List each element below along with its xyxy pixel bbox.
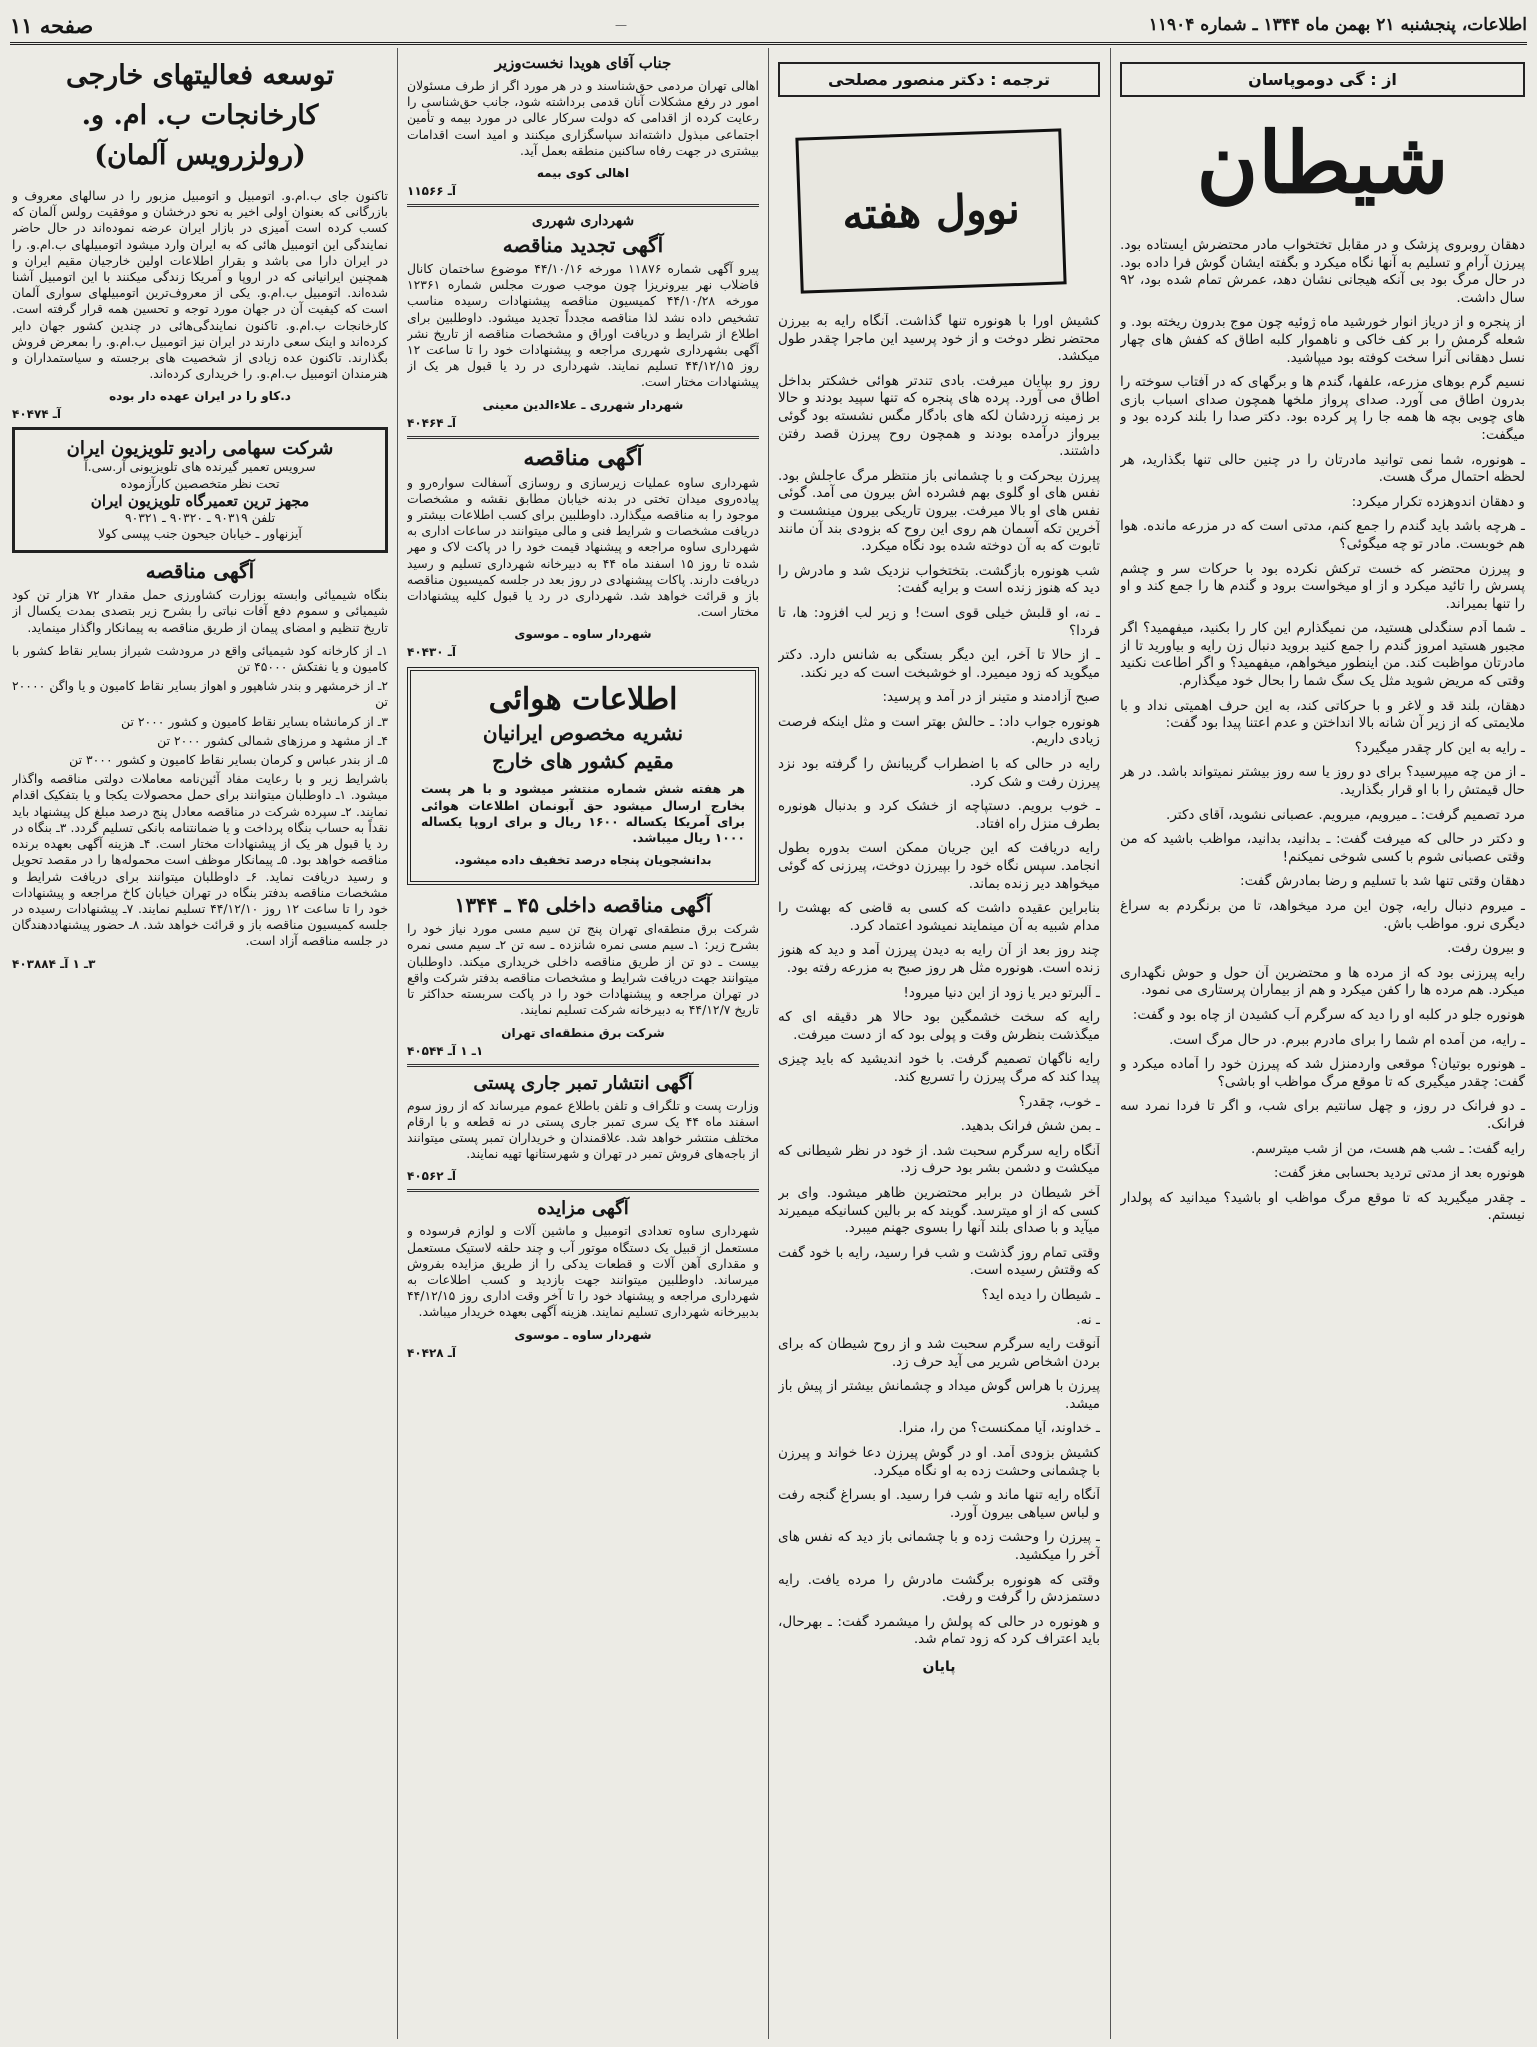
story-paragraph: از پنجره و از دریاز انوار خورشید ماه ژوئیه چون موج بدرون ریخته بود. و شعله گرمش را بر کف خاکی و ناهموار کلبه اطاق که کفش های چهار نسل دهقانی آنرا سخت کوفته بود میپاشید.	[1120, 314, 1525, 366]
story-paragraph: ـ از حالا تا آخر، این دیگر بستگی به شانس دارد. دکتر میگوید که زود میمیرد. او خوشبخت است که دیر نکند.	[778, 647, 1100, 681]
story-paragraph: چند روز بعد از آن رایه به دیدن پیرزن آمد و دید که هنوز زنده است. هونوره مثل هر روز صبح به مزرعه رفته بود.	[778, 942, 1100, 976]
bmw-title-line3: (رولزرویس آلمان)	[94, 140, 306, 171]
municipal-org: شهرداری شهرری	[531, 213, 635, 230]
story-author: از : گی دوموپاسان	[1120, 62, 1525, 97]
story-body-b	[778, 313, 1100, 1649]
road-ref: آـ ۴۰۴۳۰	[407, 645, 457, 660]
story-paragraph: ـ هرچه باشد باید گندم را جمع کنم، مدتی است که در مزرعه مانده. هوا هم خوبست. مادر تو چه میگوئی؟	[1120, 518, 1525, 552]
transport-ad-text: بنگاه شیمیائی وابسته بوزارت کشاورزی حمل مقدار ۷۲ هزار تن کود شیمیائی و سموم دفع آفات نباتی را بشرح زیر بتصدی بمدت یکسال از تاریخ تنظیم و امضای پیمان از طریق مناقصه به پیمانکار واگذار مینماید.	[12, 587, 388, 635]
domestic-signature: شرکت برق منطقه‌ای تهران	[501, 1025, 665, 1040]
story-paragraph: پیرزن بیحرکت و با چشمانی باز منتظر مرگ عاجلش بود. نفس های او گلوی بهم فشرده اش بیرون می آمد. گوئی نفس های او بالا میرفت. بیرون تاریکی بیرون مینشست و آخرین تکه آسمان هم روی این روح که بزودی بند آن مانند تابوت که به آن دوخته شده بود نگاه میکرد.	[778, 467, 1100, 555]
radio-ad	[12, 427, 388, 553]
praise-text: اهالی تهران مردمی حق‌شناسند و در هر مورد اگر از طرف مسئولان امور در رفع مشکلات آنان قدمی برداشته شود، جانب حق‌شناسی را رعایت کرده از اقدامی که دولت سرکار عالی در مورد بیمه و تأمین اجتماعی مبذول داشته‌اند سپاسگزاری میکنند و امید است اقدامات بیشتری در جهت رفاه ساکنین منطقه بعمل آید.	[407, 78, 759, 158]
column-rule	[1110, 48, 1111, 2039]
header-divider: —	[614, 18, 627, 32]
transport-ad	[12, 559, 388, 970]
series-label: نوول هفته	[841, 183, 1021, 239]
story-paragraph: آنگاه رایه سرگرم سحبت شد. از خود در نظر شیطانی که میکشت و دشمن بشر بود حرف زد.	[778, 1142, 1100, 1177]
bmw-text: تاکنون جای ب.ام.و. اتومبیل و اتومبیل مزبور را در سالهای معروف و بازرگانی که بعنوان اولی اخیر به نحو درخشان و موفقیت رولس آلمان که کسب کرده است آمیزی در بازار ایران عرضه نموده‌اند در حال حاضر نمایندگی این اتومبیل هائی که به ایران وارد میشود اتومبیلهای ب.ام.و. را در ایران دارا می باشد و بقرار اطلاعات اولین خارجیان مقیم ایران و همچنین ایرانیانی که در اروپا و آمریکا زندگی میکنند با این اتومبیل آشنا شده‌اند. اتومبیل ب.ام.و. یکی از معروف‌ترین اتومبیلهای سواری آلمان است که کیفیت آن در جهان مورد توجه و تحسین همه قرار گرفته است. کارخانجات ب.ام.و. تاکنون نمایندگی‌هائی در چندین کشور جهان دایر کرده‌اند و اینک سعی دارند در ایران نیز اتومبیل ب.ام.و. را بمعرض فروش بگذارند. تاکنون عده زیادی از شخصیت های برجسته و سیاستمداران و هنرمندان اتومبیل ب.ام.و. را خریداری کرده‌اند.	[12, 188, 388, 382]
road-ad	[407, 445, 759, 660]
transport-item: ۳ـ از کرمانشاه بسایر نقاط کامیون و کشور ۲۰۰۰ تن	[121, 713, 388, 729]
story-paragraph: بنابراین عقیده داشت که کسی به قاضی که بهشت را مدام شبیه به آن مینمایند نمیشود اعتماد کرد.	[778, 900, 1100, 934]
story-paragraph: رایه پیرزنی بود که از مرده ها و محتضرین آن حول و حوش نگهداری میکرد. هم مرده ها را کفن میکرد و هم از بیماران پرستاری می نمود.	[1120, 964, 1525, 999]
story-paragraph: ـ هونوره، شما نمی توانید مادرتان را در چنین حالی تنها بگذارید، هر لحظه احتمال مرگ هست.	[1120, 451, 1525, 486]
road-ad-title: آگهی مناقصه	[523, 444, 643, 471]
story-paragraph: و هونوره در حالی که پولش را میشمرد گفت: ـ بهرحال، باید اعتراف کرد که زود تمام شد.	[778, 1613, 1100, 1648]
divider	[407, 204, 759, 207]
story-paragraph: ـ خوب، چقدر؟	[1018, 1093, 1100, 1110]
story-column-b	[778, 48, 1100, 2039]
story-paragraph: شب هونوره بازگشت. بتختخواب نزدیک شد و مادرش را دید که هنوز زنده است و برایه گفت:	[778, 562, 1100, 597]
story-paragraph: ـ خوب برویم. دستپاچه از خشک کرد و بدنبال هونوره بطرف منزل راه افتاد.	[778, 798, 1100, 832]
radio-company: شرکت سهامی رادیو تلویزیون ایران	[66, 438, 334, 460]
story-paragraph: ـ پیرزن را وحشت زده و با چشمانی باز دید که نفس های آخر را میکشید.	[778, 1529, 1100, 1564]
story-paragraph: روز رو بپایان میرفت. بادی تندتر هوائی خشکتر بداخل اطاق می آورد. پرده های پنجره که تنها سپید بودند و حالا بر زمینه زردشان لکه های بادگار مگس نشسته بود گوئی بیرواز درآمده بودند و همچون روح پیرزن قصد رفتن داشتند.	[778, 372, 1100, 460]
transport-ad-text2: باشرایط زیر و با رعایت مفاد آئین‌نامه معاملات دولتی مناقصه واگذار میشود. ۱ـ داوطلبان میتوانند برای حمل محصولات یکجا و یا بتفکیک اقدام نمایند. ۲ـ سپرده شرکت در مناقصه معادل پنج درصد مبلغ کل پیشنهاد باید نقداً به حساب بنگاه پرداخت و یا ضمانتنامه بانکی تسلیم گردد. ۳ـ بنگاه در رد یا قبول هر یک از پیشنهادات مختار است. ۴ـ هزینه آگهی بعهده برنده مناقصه خواهد بود. ۵ـ پیمانکار موظف است محموله‌ها را در مقصد تحویل و رسید دریافت نماید. ۶ـ داوطلبان میتوانند برای دریافت شرایط و مشخصات مناقصه بدفتر بنگاه در تهران خیابان کاخ مراجعه و پیشنهادات خود را تا ساعت ۱۲ روز ۴۴/۱۲/۱۰ تسلیم نمایند. ۷ـ پیشنهادات رسیده در جلسه کمیسیون مناقصه باز و قرائت خواهد شد. ۸ـ حضور پیشنهاددهندگان در جلسه مناقصه آزاد است.	[12, 771, 388, 949]
air-ad-note: بدانشجویان پنجاه درصد تخفیف داده میشود.	[454, 853, 712, 868]
radio-address: آیزنهاور ـ خیابان جیحون جنب پپسی کولا	[98, 526, 302, 542]
transport-ref: ۳ـ ۱ آـ ۴۰۳۸۸۴	[12, 956, 96, 971]
praise-letter	[407, 54, 759, 198]
story-paragraph: ـ چقدر میگیرید که تا موقع مرگ مواظب او باشید؟ میدانید که پولدار نیستم.	[1120, 1189, 1525, 1224]
story-paragraph: هونوره جواب داد: ـ حالش بهتر است و مثل اینکه فرصت زیادی داریم.	[778, 713, 1100, 748]
radio-line1: سرویس تعمیر گیرنده های تلویزیونی آر.سی.آ	[84, 459, 316, 475]
domestic-ref: ۱ـ ۱ آـ ۴۰۵۴۴	[407, 1043, 484, 1058]
municipal-ref: آـ ۴۰۴۶۴	[407, 415, 457, 430]
bmw-title	[12, 56, 388, 176]
air-ad	[407, 667, 759, 885]
story-paragraph: رایه ناگهان تصمیم گرفت. با خود اندیشید که باید چیزی پیدا کند که مرگ پیرزن را تسریع کند.	[778, 1051, 1100, 1085]
radio-line3: مجهز ترین تعمیرگاه تلویزیون ایران	[90, 491, 310, 510]
story-paragraph: هونوره بعد از مدتی تردید بحسابی مغز گفت:	[1273, 1165, 1525, 1182]
stamps-ref: آـ ۴۰۵۶۲	[407, 1169, 457, 1184]
story-paragraph: ـ نه، او قلبش خیلی قوی است! و زیر لب افزود: ها، تا فردا؟	[778, 604, 1100, 639]
story-paragraph: آخر شیطان در برابر محتضرین ظاهر میشود. وای بر کسی که از او میترسد. گویند که بر بالین کسانیکه میمیرند میآید و با صدای بلند آنها را بسوی جهنم میبرد.	[778, 1184, 1100, 1237]
divider	[407, 1064, 759, 1067]
story-paragraph: دهقان روبروی پزشک و در مقابل تختخواب مادر محتضرش ایستاده بود. پیرزن آرام و تسلیم به آنها نگاه میکرد و بگفته ایشان گوش فرا داده بود. در حال مرگ بود بی آنکه هیجانی نشان دهد، عمرش تمام شده بود، ۹۲ سال داشت.	[1120, 237, 1525, 306]
municipal-ad	[407, 213, 759, 430]
column-rule	[768, 48, 769, 2039]
transport-item: ۴ـ از مشهد و مرزهای شمالی کشور ۲۰۰۰ تن	[157, 732, 388, 748]
story-paragraph: ـ نه.	[1076, 1311, 1100, 1328]
domestic-ad-title: آگهی مناقصه داخلی ۴۵ ـ ۱۳۴۴	[454, 893, 712, 918]
story-end: پایان	[922, 1659, 956, 1675]
bmw-title-line2: کارخانجات ب. ام. و.	[81, 100, 319, 131]
story-paragraph: آنوقت رایه سرگرم سحبت شد و از روح شیطان که برای بردن اشخاص شریر می آید حرف زد.	[778, 1336, 1100, 1370]
air-ad-line1: نشریه مخصوص ایرانیان	[482, 721, 684, 746]
radio-line2: تحت نظر متخصصین کارآزموده	[120, 475, 280, 491]
stamps-ad-text: وزارت پست و تلگراف و تلفن باطلاع عموم میرساند که از روز سوم اسفند ماه ۴۴ یک سری تمبر جاری پستی در نه قطعه و با ارقام مختلف منتشر خواهد شد. علاقمندان و خریداران تمبر پستی میتوانند از باجه‌های فروش تمبر در تهران و شهرستانها تهیه نمایند.	[407, 1097, 759, 1162]
story-paragraph: ـ آلبرتو دیر یا زود از این دنیا میرود!	[903, 984, 1100, 1001]
divider	[407, 1189, 759, 1192]
story-paragraph: دهقان وقتی تنها شد با تسلیم و رضا بمادرش گفت:	[1240, 873, 1525, 890]
story-paragraph: و بیرون رفت.	[1447, 940, 1525, 957]
bmw-ref: آـ ۴۰۴۷۴	[12, 407, 62, 422]
domestic-ad-text: شرکت برق منطقه‌ای تهران پنج تن سیم مسی مورد نیاز خود را بشرح زیر: ۱ـ سیم مسی نمره شانزده ـ سه تن ۲ـ سیم مسی نمره بیست ـ دو تن از طریق مناقصه داخلی خریداری میکند. داوطلبان میتوانند جهت دریافت شرایط و مشخصات مناقصه بدفتر شرکت واقع در تهران مراجعه و پیشنهادات خود را در پاکت سربسته حداکثر تا تاریخ ۴۴/۱۲/۷ به دبیرخانه شرکت تسلیم نمایند.	[407, 921, 759, 1018]
story-paragraph: آنگاه رایه تنها ماند و شب فرا رسید. او بسراغ گنجه رفت و لباس سیاهی بیرون آورد.	[778, 1487, 1100, 1521]
domestic-ad	[407, 893, 759, 1057]
transport-ad-title: آگهی مناقصه	[145, 559, 255, 584]
story-paragraph: کشیش بزودی آمد. او در گوش پیرزن دعا خواند و پیرزن با چشمانی وحشت زده به او نگاه میکرد.	[778, 1445, 1100, 1479]
story-paragraph: ـ رایه به این کار چقدر میگیرد؟	[1354, 739, 1525, 756]
story-paragraph: ـ رایه، من آمده ام شما را برای مادرم ببرم. در حال مرگ است.	[1169, 1031, 1525, 1048]
story-title: شیطان	[1196, 113, 1449, 212]
story-paragraph: ـ هونوره بوتیان؟ موقعی واردمنزل شد که پیرزن خود را آماده میکرد و گفت: چقدر میگیری که تا موقع مرگ مواظب او باشی؟	[1120, 1056, 1525, 1090]
praise-ref: آـ ۱۱۵۶۶	[407, 184, 457, 199]
road-signature: شهردار ساوه ـ موسوی	[514, 627, 652, 642]
radio-phone: تلفن ۹۰۳۱۹ ـ ۹۰۳۲۰ ـ ۹۰۳۲۱	[124, 509, 276, 525]
story-paragraph: ـ بمن شش فرانک بدهید.	[960, 1118, 1100, 1135]
story-paragraph: ـ خداوند، آیا ممکنست؟ من را، منرا.	[898, 1420, 1100, 1437]
municipal-ad-title: آگهی تجدید مناقصه	[502, 233, 664, 258]
story-paragraph: دهقان، بلند قد و لاغر و با حرکاتی کند، به این حرف اهمیتی نداد و با ملایمتی که از زیر آن شانه بالا انداختن و عدم اعتنا پیدا بود گفت:	[1120, 697, 1525, 732]
masthead-bar	[10, 8, 1527, 45]
story-paragraph: نسیم گرم بوهای مزرعه، علفها، گندم ها و برگهای که در آفتاب سوخته را بدرون اطاق می آورد. صدای پرواز ملخها همچون صدای اسباب بازی های چوبی بچه ها همه جا را پر کرده بود. دکتر صدا را بلند کرده بود و میگفت:	[1120, 374, 1525, 443]
stamps-ad	[407, 1073, 759, 1184]
air-ad-line2: مقیم کشور های خارج	[492, 749, 674, 774]
auction-ad	[407, 1198, 759, 1359]
road-ad-text: شهرداری ساوه عملیات زیرسازی و روسازی آسفالت سواره‌رو و پیاده‌روی میدان تختی در بدنه خیابان مطابق نقشه و مشخصات موجود را به مناقصه میگذارد. داوطلبین برای کسب اطلاعات بیشتر و دریافت مشخصات و شرایط فنی و مالی میتوانند در ساعات اداری به شهرداری ساوه مراجعه و پیشنهاد قیمت خود را در پاکت لاک و مهر شده تا روز ۱۵ اسفند ماه ۴۴ به دبیرخانه شهرداری تسلیم و رسید دریافت دارند. پاکات پیشنهادی در روز بعد در جلسه کمیسیون مناقصه باز و قرائت خواهد شد. شهرداری در رد یا قبول کلیه پیشنهادات مختار است.	[407, 474, 759, 620]
story-paragraph: وقتی که هونوره برگشت مادرش را مرده یافت. رایه دستمزدش را گرفت و رفت.	[778, 1571, 1100, 1606]
transport-item: ۲ـ از خرمشهر و بندر شاهپور و اهواز بسایر نقاط کامیون و یا واگن ۲۰۰۰۰ تن	[12, 678, 388, 710]
series-box-area	[778, 103, 1100, 313]
air-ad-title: اطلاعات هوائی	[488, 682, 678, 718]
stamps-ad-title: آگهی انتشار تمبر جاری پستی	[473, 1072, 693, 1094]
issue-line: اطلاعات، پنجشنبه ۲۱ بهمن ماه ۱۳۴۴ ـ شماره ۱۱۹۰۴	[1148, 15, 1527, 35]
story-body-a	[1120, 237, 1525, 1225]
bmw-title-line1: توسعه فعالیتهای خارجی	[65, 60, 335, 91]
story-paragraph: ـ از من چه میپرسید؟ برای دو روز یا سه روز بیشتر نمیتواند باشد. در هر حال قیمتش را با او قرار بگذارید.	[1120, 764, 1525, 799]
column-rule	[397, 48, 398, 2039]
story-paragraph: رایه که سخت خشمگین بود حالا هر دقیقه ای که میگذشت بنظرش وقت و پولی بود که از دست میرفت.	[778, 1009, 1100, 1043]
story-paragraph: ـ میروم دنبال رایه، چون این مرد میخواهد، تا من برنگردم به سراغ دیگری نرو. مواظب باش.	[1120, 898, 1525, 932]
story-paragraph: ـ شما آدم سنگدلی هستید، من نمیگذارم این کار را بکنید، میفهمید؟ اگر مجبور هستید امروز گندم را جمع کنید بروید دنبال زن رایه و بیاورید تا از مادرتان مواظبت کند. من اینطور میخواهم، میفهمید؟ و اگر اطاعت نکنید وقتی که مریض شوید مثل یک سگ شما را بحال خود میگذارم.	[1120, 620, 1525, 690]
municipal-ad-text: پیرو آگهی شماره ۱۱۸۷۶ مورخه ۴۴/۱۰/۱۶ موضوع ساختمان کانال فاضلاب نهر بیرونریزا چون موجب صورت مجلس شماره ۱۲۳۶۱ مورخه ۴۴/۱۰/۲۸ کمیسیون مناقصه پیشنهادات رسیده مناسب تشخیص داده نشد لذا مناقصه مجدداً تجدید میشود. داوطلبین برای اطلاع از شرایط و دریافت اوراق و مشخصات مناقصه از تاریخ نشر آگهی بشهرداری شهرری مراجعه و پیشنهادات خود را تا ساعت ۱۲ روز ۴۴/۱۲/۱۵ تسلیم نمایند. شهرداری در رد یا قبول هر یک از پیشنهادات مختار است.	[407, 261, 759, 390]
page-number: صفحه ۱۱	[10, 12, 94, 38]
auction-ad-title: آگهی مزایده	[537, 1198, 629, 1220]
story-paragraph: و پیرزن محتضر که خست ترکش نکرده بود با حرکات سر و چشم پسرش را تائید میکرد و از او میخواست برود و گندم ها را جمع کند و او را تنها بمیراند.	[1120, 560, 1525, 612]
story-paragraph: رایه در حالی که با اضطراب گریبانش را گرفته بود نزد پیرزن رفت و شک کرد.	[778, 756, 1100, 790]
story-paragraph: صبح آزادمند و متینر از در آمد و پرسید:	[882, 689, 1100, 706]
middle-column	[407, 48, 759, 2039]
auction-signature: شهردار ساوه ـ موسوی	[514, 1327, 652, 1342]
air-ad-text: هر هفته شش شماره منتشر میشود و با هر پست بخارج ارسال میشود حق آبونمان اطلاعات هوائی برای آمریکا یکساله ۱۶۰۰ ریال و برای اروپا یکساله ۱۰۰۰ ریال میباشد.	[421, 781, 745, 846]
story-paragraph: وقتی تمام روز گذشت و شب فرا رسید، رایه با خود گفت که وقتش رسیده است.	[778, 1244, 1100, 1279]
transport-items	[12, 643, 388, 768]
story-paragraph: هونوره جلو در کلبه او را دید که سرگرم آب کشیدن از چاه بود و گفت:	[1132, 1006, 1525, 1023]
story-translator: ترجمه : دکتر منصور مصلحی	[778, 62, 1100, 97]
series-box	[795, 128, 1066, 293]
bmw-signature: د.کاو را در ایران عهده دار بوده	[109, 389, 291, 404]
story-paragraph: مرد تصمیم گرفت: ـ میرویم، میرویم. عصبانی نشوید، آقای دکتر.	[1166, 806, 1525, 823]
bmw-article	[12, 56, 388, 421]
story-paragraph: و دکتر در حالی که میرفت گفت: ـ بدانید، بدانید، مواظب باشید که من وقتی عصبانی شوم با کسی شوخی نمیکنم!	[1120, 831, 1525, 865]
left-column	[12, 48, 388, 2039]
story-column-a	[1120, 48, 1525, 2039]
story-paragraph: پیرزن با هراس گوش میداد و چشمانش بیشتر از پیش باز میشد.	[778, 1378, 1100, 1412]
praise-title: جناب آقای هویدا نخست‌وزیر	[494, 54, 672, 72]
story-paragraph: ـ دو فرانک در روز، و چهل سانتیم برای شب، و اگر تا فردا نمرد سه فرانک.	[1120, 1098, 1525, 1132]
story-paragraph: رایه گفت: ـ شب هم هست، من از شب میترسم.	[1251, 1140, 1525, 1157]
transport-item: ۱ـ از کارخانه کود شیمیائی واقع در مرودشت شیراز بسایر نقاط کشور با کامیون و یا نفتکش ۴۵۰۰۰ تن	[12, 642, 388, 675]
praise-signature: اهالی کوی بیمه	[536, 166, 630, 181]
divider	[407, 436, 759, 439]
municipal-signature: شهردار شهرری ـ علاءالدین معینی	[482, 397, 684, 412]
auction-ref: آـ ۴۰۴۲۸	[407, 1345, 457, 1360]
story-paragraph: کشیش اورا با هونوره تنها گذاشت. آنگاه رایه به بیرزن محتضر نظر دوخت و از خود پرسید این ماجرا چقدر طول میکشد.	[778, 313, 1100, 365]
auction-ad-text: شهرداری ساوه تعدادی اتومبیل و ماشین آلات و لوازم فرسوده و مستعمل از قبیل یک دستگاه موتور آب و چند حلقه لاستیک مستعمل و مقداری آهن آلات و قطعات یدکی را از طریق مزایده بفروش میرساند. داوطلبین میتوانند جهت بازدید و کسب اطلاعات به شهرداری مراجعه و پیشنهاد خود را تا آخر وقت اداری روز ۴۴/۱۲/۱۵ بدبیرخانه شهرداری تسلیم نمایند. هزینه آگهی بعهده خریدار میباشد.	[407, 1223, 759, 1320]
story-paragraph: ـ شیطان را دیده اید؟	[981, 1286, 1100, 1303]
story-paragraph: و دهقان اندوهزده تکرار میکرد:	[1351, 493, 1525, 510]
story-paragraph: رایه دریافت که این جریان ممکن است بدوره بطول انجامد. سپس نگاه خود را بپیرزن دوخت، پیرزنی که گوئی میخواهد دیر زنده بماند.	[778, 840, 1100, 892]
transport-item: ۵ـ از بندر عباس و کرمان بسایر نقاط کامیون و کشور ۳۰۰۰ تن	[69, 752, 388, 768]
